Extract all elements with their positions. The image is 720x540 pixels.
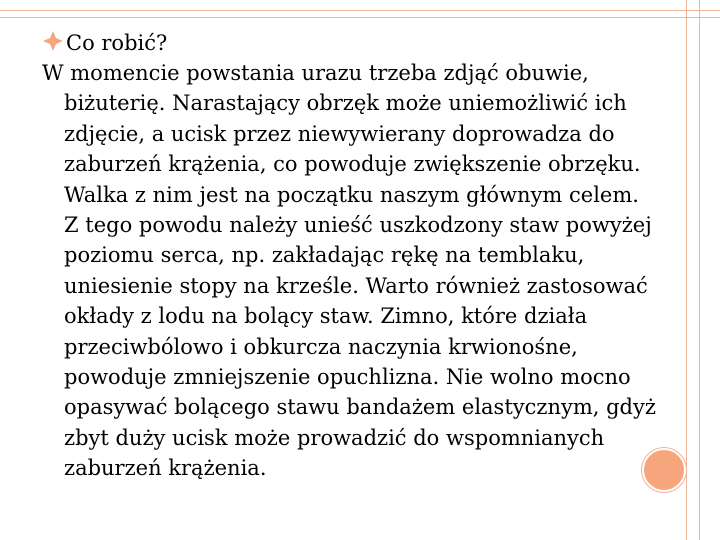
paragraph-line: biżuterię. Narastający obrzęk może uniemożliwić ich bbox=[64, 91, 627, 116]
body-paragraph bbox=[42, 58, 678, 484]
paragraph-line: okłady z lodu na bolący staw. Zimno, które działa bbox=[64, 304, 588, 329]
slide-heading: Co robić? bbox=[66, 31, 168, 55]
decorative-horizontal-frame bbox=[0, 10, 720, 18]
paragraph-line: poziomu serca, np. zakładając rękę na temblaku, bbox=[64, 243, 585, 268]
decorative-vertical-frame bbox=[686, 0, 700, 540]
paragraph-line: przeciwbólowo i obkurcza naczynia krwionośne, bbox=[64, 334, 578, 359]
paragraph-line: W momencie powstania urazu trzeba zdjąć obuwie, bbox=[42, 61, 589, 85]
paragraph-line: zaburzeń krążenia. bbox=[64, 456, 267, 481]
paragraph-line: zbyt duży ucisk może prowadzić do wspomnianych bbox=[64, 425, 605, 450]
paragraph-line: powoduje zmniejszenie opuchlizna. Nie wolno mocno bbox=[64, 365, 631, 390]
paragraph-line: Z tego powodu należy unieść uszkodzony staw powyżej bbox=[64, 213, 652, 238]
paragraph-line: uniesienie stopy na krześle. Warto również zastosować bbox=[64, 273, 648, 298]
paragraph-line: zdjęcie, a ucisk przez niewywierany doprowadza do bbox=[64, 121, 615, 146]
star-bullet-icon bbox=[42, 30, 64, 52]
paragraph-line: opasywać bolącego stawu bandażem elastycznym, gdyż bbox=[64, 395, 656, 420]
paragraph-line: zaburzeń krążenia, co powoduje zwiększenie obrzęku. bbox=[64, 152, 641, 177]
paragraph-line: Walka z nim jest na początku naszym głównym celem. bbox=[64, 182, 639, 207]
